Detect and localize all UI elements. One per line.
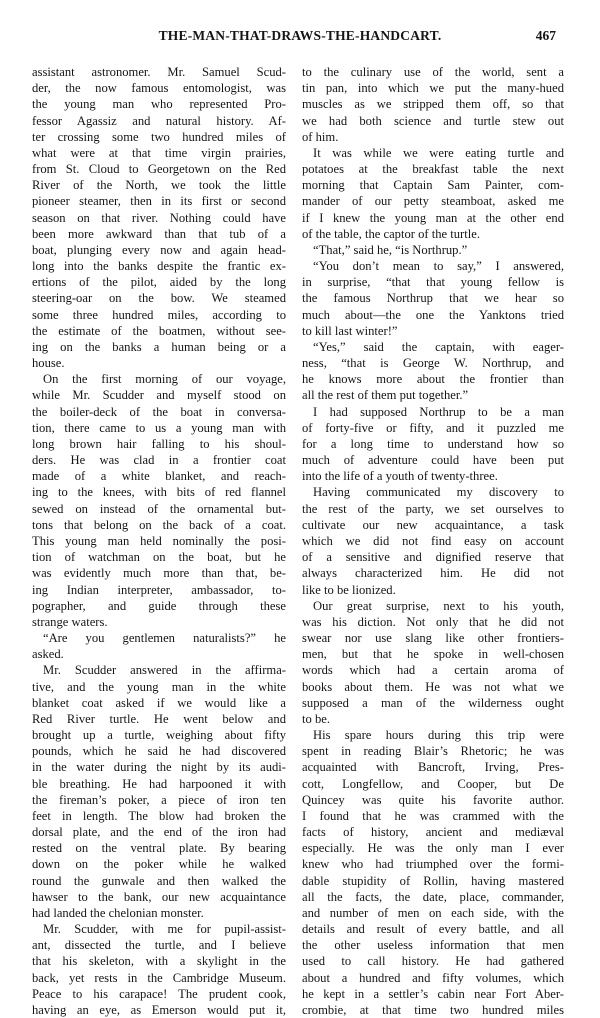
text-line: tive, and the young man in the white xyxy=(32,679,286,694)
text-line: feet in length. The blow had broken the xyxy=(32,808,286,823)
text-line: house. xyxy=(32,356,65,371)
text-line: I had supposed Northrup to be a man xyxy=(313,404,564,419)
text-line: he knows more about the frontier than xyxy=(302,372,564,387)
text-line: “Yes,” said the captain, with eager- xyxy=(313,339,564,354)
text-line: long brown hair falling to his shoul- xyxy=(32,436,286,451)
text-line: muscles as we stripped them off, so that xyxy=(302,97,564,112)
text-line: season on that river. Nothing could have xyxy=(32,210,286,225)
text-line: On the first morning of our voyage, xyxy=(43,372,286,387)
text-line: words which had a certain aroma of xyxy=(302,663,564,678)
text-line: asked. xyxy=(32,647,64,662)
running-head: THE-MAN-THAT-DRAWS-THE-HANDCART. xyxy=(158,28,442,43)
text-line: to the culinary use of the world, sent a xyxy=(302,65,564,79)
text-column-right xyxy=(302,64,564,1018)
text-line: down on the poker while he walked xyxy=(32,857,286,872)
text-line: and number of men on each side, with the xyxy=(302,905,564,920)
text-line: morning that Captain Sam Painter, com- xyxy=(302,178,564,193)
text-line: blanket coat asked if we would like a xyxy=(32,695,286,710)
text-column-left xyxy=(32,64,286,1018)
text-line: crombie, at that time two hundred miles xyxy=(302,1002,564,1017)
text-line: the rest of the party, we set ourselves to xyxy=(302,501,564,516)
text-line: I found that he was crammed with the xyxy=(302,808,564,823)
text-line: especially. He was the only man I ever xyxy=(302,841,564,856)
text-line: ertions of the pilot, aided by the long xyxy=(32,275,286,290)
text-line: long into the banks despite the frantic ex- xyxy=(32,259,286,274)
text-line: Quincey was quite his favorite author. xyxy=(302,792,564,807)
text-line: about a hundred and fifty volumes, which xyxy=(302,970,564,985)
text-line: dable stupidity of Rollin, having mastered xyxy=(302,873,564,888)
text-line: made of a white blanket, and reach- xyxy=(32,469,286,484)
text-line: all the rest of them put together.” xyxy=(302,388,469,403)
text-line: which we did not find easy on account xyxy=(302,533,564,548)
text-line: potatoes at the breakfast table the next xyxy=(302,162,564,177)
text-line: in the water during the night by its audi- xyxy=(32,760,286,775)
text-line: facts of history, ancient and mediæval xyxy=(302,825,564,840)
text-line: into the life of a youth of twenty-three. xyxy=(302,469,498,484)
text-line: in surprise, “that that young fellow is xyxy=(302,275,564,290)
text-line: some three hundred miles, according to xyxy=(32,307,286,322)
text-line: ing on the banks a human being or a xyxy=(32,339,286,354)
text-line: steering-oar on the bow. We steamed xyxy=(32,291,286,306)
text-line: he kept in a settler’s cabin near Fort Aber- xyxy=(302,986,564,1001)
text-line: of the table, the captor of the turtle. xyxy=(302,226,480,241)
text-line: pounds, which he said he had discovered xyxy=(32,744,286,759)
text-line: ant, dissected the turtle, and I believe xyxy=(32,938,286,953)
text-line: used to call history. He had gathered xyxy=(302,954,564,969)
text-line: Our great surprise, next to his youth, xyxy=(313,598,564,613)
text-line: ness, “that is George W. Northrup, and xyxy=(302,356,564,371)
text-line: cultivate our new acquaintance, a task xyxy=(302,517,564,532)
text-line: Peace to his carapace! The prudent cook, xyxy=(32,986,286,1001)
text-line: much of adventure could have been put xyxy=(302,453,564,468)
text-line: while Mr. Scudder and myself stood on xyxy=(32,388,286,403)
text-line: of him. xyxy=(302,129,339,144)
text-line: pioneer steamer, then in its first or second xyxy=(32,194,286,209)
text-line: tion of watchman on the boat, but he xyxy=(32,550,286,565)
text-line: sewed on instead of the ornamental but- xyxy=(32,501,286,516)
text-line: pographer, and guide through these xyxy=(32,598,286,613)
text-line: all the facts, the date, place, commander, xyxy=(302,889,564,904)
text-line: details and result of every battle, and all xyxy=(302,922,564,937)
text-line: books about them. He was not what we xyxy=(302,679,564,694)
text-line: It was while we were eating turtle and xyxy=(313,145,564,160)
text-line: was evidently much more than that, be- xyxy=(32,566,286,581)
text-line: supposed a man of the wilderness ought xyxy=(302,695,564,710)
text-line: tin pan, into which we put the many-hued xyxy=(302,81,564,96)
text-line: rested on the ventral plate. By bearing xyxy=(32,841,286,856)
text-line: dorsal plate, and the end of the iron had xyxy=(32,825,286,840)
text-line: der, the now famous entomologist, was xyxy=(32,81,286,96)
text-line: strange waters. xyxy=(32,614,108,629)
text-line: men, but that he spoke in well-chosen xyxy=(302,647,564,662)
text-line: what were at that time virgin prairies, xyxy=(32,145,286,160)
text-line: Mr. Scudder answered in the affirma- xyxy=(43,663,286,678)
text-line: been more awkward than that tub of a xyxy=(32,226,286,241)
text-line: that his skeleton, with a skylight in the xyxy=(32,954,286,969)
page-number: 467 xyxy=(535,28,556,43)
text-line: spent in reading Blair’s Rhetoric; he was xyxy=(302,744,564,759)
page-header xyxy=(40,28,560,48)
text-line: ing Indian interpreter, ambassador, to- xyxy=(32,582,286,597)
text-line: having an eye, as Emerson would put it, xyxy=(32,1002,286,1017)
text-line: boat, plunging every now and again head- xyxy=(32,242,286,257)
text-line: Having communicated my discovery to xyxy=(313,485,564,500)
text-line: the other useless information that men xyxy=(302,938,564,953)
text-line: ders. He was clad in a frontier coat xyxy=(32,453,286,468)
text-line: to kill last winter!” xyxy=(302,323,398,338)
text-line: the young man who represented Pro- xyxy=(32,97,286,112)
text-line: fessor Agassiz and natural history. Af- xyxy=(32,113,286,128)
text-line: cott, Longfellow, and Cooper, but De xyxy=(302,776,564,791)
text-line: like to be lionized. xyxy=(302,582,396,597)
text-line: knew who had triumphed over the formi- xyxy=(302,857,564,872)
text-line: ble breathing. He had harpooned it with xyxy=(32,776,286,791)
text-line: ing to the knees, with bits of red flannel xyxy=(32,485,286,500)
text-line: Red River turtle. He went below and xyxy=(32,711,286,726)
text-line: always characterized him. He did not xyxy=(302,566,564,581)
text-line: hawser to the bank, our new acquaintance xyxy=(32,889,286,904)
text-line: if I knew the young man at the other end xyxy=(302,210,564,225)
text-line: tons that belong on the back of a coat. xyxy=(32,517,286,532)
text-line: This young man held nominally the posi- xyxy=(32,533,286,548)
text-line: ter crossing some two hundred miles of xyxy=(32,129,286,144)
text-line: assistant astronomer. Mr. Samuel Scud- xyxy=(32,65,286,79)
text-line: the estimate of the boatmen, without see- xyxy=(32,323,286,338)
text-line: of forty-five or fifty, and it puzzled me xyxy=(302,420,564,435)
text-line: was his diction. Not only that he did not xyxy=(302,614,564,629)
text-line: River of the North, we took the little xyxy=(32,178,286,193)
text-line: acquainted with Bancroft, Irving, Pres- xyxy=(302,760,564,775)
text-line: of a sensitive and dignified reserve that xyxy=(302,550,564,565)
text-line: much about—the one the Yanktons tried xyxy=(302,307,564,322)
text-line: “Are you gentlemen naturalists?” he xyxy=(43,631,286,646)
text-line: had landed the chelonian monster. xyxy=(32,905,204,920)
text-line: we had both science and turtle stew out xyxy=(302,113,564,128)
text-line: mander of our petty steamboat, asked me xyxy=(302,194,564,209)
text-line: for a long time to understand how so xyxy=(302,436,564,451)
text-line: brought up a turtle, weighing about fifty xyxy=(32,728,286,743)
text-line: round the gunwale and then walked the xyxy=(32,873,286,888)
text-line: the fireman’s poker, a piece of iron ten xyxy=(32,792,286,807)
text-line: the famous Northrup that we hear so xyxy=(302,291,564,306)
text-line: Mr. Scudder, with me for pupil-assist- xyxy=(43,922,286,937)
text-line: the boiler-deck of the boat in conversa- xyxy=(32,404,286,419)
text-line: “That,” said he, “is Northrup.” xyxy=(313,242,468,257)
text-line: tion, there came to us a young man with xyxy=(32,420,286,435)
text-line: from St. Cloud to Georgetown on the Red xyxy=(32,162,286,177)
text-line: to be. xyxy=(302,711,330,726)
text-line: His spare hours during this trip were xyxy=(313,728,564,743)
text-line: swear nor use slang like other frontiers- xyxy=(302,631,564,646)
text-line: back, yet rests in the Cambridge Museum. xyxy=(32,970,286,985)
text-line: “You don’t mean to say,” I answered, xyxy=(313,259,564,274)
